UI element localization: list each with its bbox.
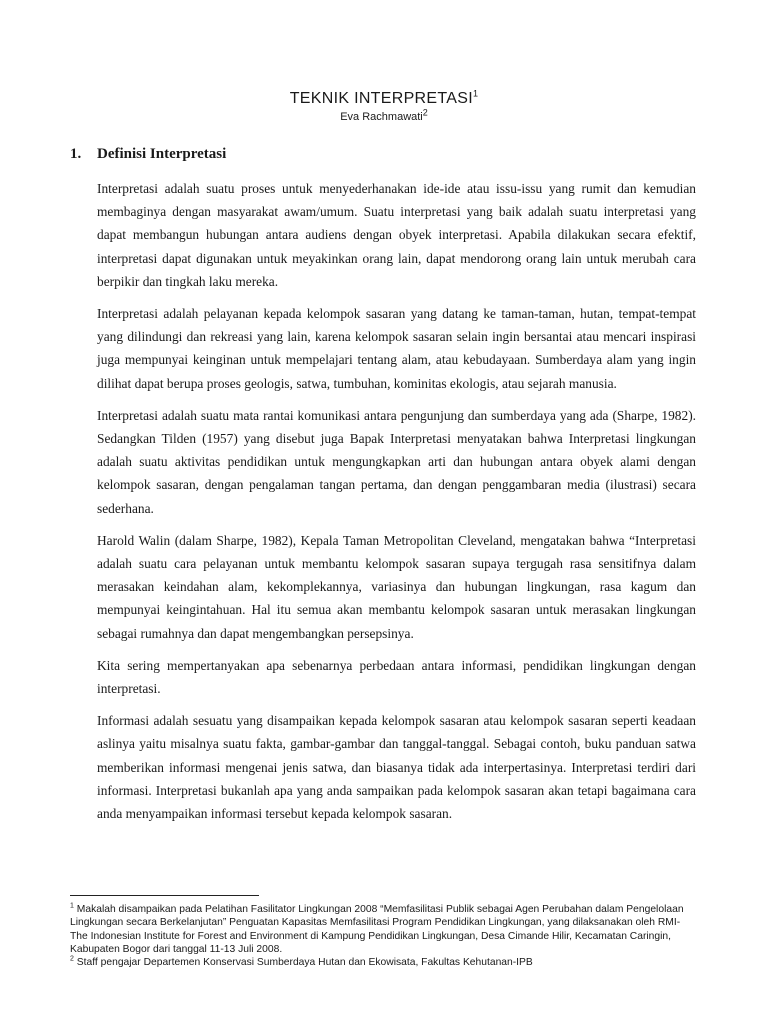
document-title — [0, 90, 768, 108]
paragraph: Harold Walin (dalam Sharpe, 1982), Kepala Taman Metropolitan Cleveland, mengatakan bahwa “Interpretasi adalah suatu cara pelayanan untuk membantu kelompok sasaran supaya tergugah rasa sensitifnya dalam merasakan keindahan alam, kekomplekannya, variasinya dan hubungan lingkungan, rasa kagum dan mempunyai keingintahuan. Hal itu semua akan membantu kelompok sasaran untuk merasakan lingkungan sebagai rumahnya dan dapat mengembangkan persepsinya. — [97, 532, 696, 641]
footnote-mark: 1 — [70, 902, 74, 910]
title-footnote-marker: 1 — [472, 88, 479, 99]
footnote-text: Staff pengajar Departemen Konservasi Sumberdaya Hutan dan Ekowisata, Fakultas Kehutanan-IPB — [76, 957, 533, 969]
section-number: 1. — [70, 146, 82, 162]
footnote — [70, 956, 690, 969]
paragraph: Kita sering mempertanyakan apa sebenarnya perbedaan antara informasi, pendidikan lingkungan dengan interpretasi. — [97, 657, 696, 697]
footnote-text: Makalah disampaikan pada Pelatihan Fasilitator Lingkungan 2008 “Memfasilitasi Publik sebagai Agen Perubahan dalam Pengelolaan Lingkungan secara Berkelanjutan” Penguatan Kapasitas Memfasilitasi Program Pendidikan Lingkungan, yang dilaksanakan oleh RMI-The Indonesian Institute for Forest and Environment di Kampung Pendidikan Lingkungan, Desa Cimande Hilir, Kecamatan Caringin, Kabupaten Bogor dari tanggal 11-13 Juli 2008. — [70, 904, 684, 955]
section-heading — [70, 146, 226, 163]
paragraph: Informasi adalah sesuatu yang disampaikan kepada kelompok sasaran atau kelompok sasaran seperti keadaan aslinya yaitu misalnya suatu fakta, gambar-gambar dan tanggal-tanggal. Sebagai contoh, buku panduan satwa memberikan informasi mengenai jenis satwa, dan biasanya tidak ada interpertasinya. Interpretasi terdiri dari informasi. Interpretasi bukanlah apa yang anda sampaikan pada kelompok sasaran akan tetapi bagaimana cara anda menyampaikan informasi tersebut kepada kelompok sasaran. — [97, 713, 696, 822]
paragraph: Interpretasi adalah suatu proses untuk menyederhanakan ide-ide atau issu-issu yang rumit dan kemudian membaginya dengan masyarakat awam/umum. Suatu interpretasi yang baik adalah suatu interpretasi yang dapat membangun hubungan antara audiens dengan obyek interpretasi. Apabila dilakukan secara efektif, interpretasi dapat digunakan untuk meyakinkan orang lain, dapat mendorong orang lain untuk merubah cara berpikir dan tingkah laku mereka. — [97, 181, 696, 289]
author-name: Eva Rachmawati — [340, 111, 423, 123]
document-title-text: TEKNIK INTERPRETASI — [289, 90, 473, 107]
footnote — [70, 903, 690, 956]
footnote-separator — [70, 895, 259, 896]
paragraph: Interpretasi adalah suatu mata rantai komunikasi antara pengunjung dan sumberdaya yang ada (Sharpe, 1982). Sedangkan Tilden (1957) yang disebut juga Bapak Interpretasi menyatakan bahwa Interpretasi lingkungan adalah suatu aktivitas pendidikan untuk mengungkapkan arti dan hubungan antara obyek alami dengan kelompok sasaran, dengan pengalaman tangan pertama, dan dengan penggambaran media (ilustrasi) secara sederhana. — [97, 407, 696, 516]
author-line — [0, 107, 768, 123]
section-title: Definisi Interpretasi — [97, 146, 227, 162]
footnotes — [70, 903, 690, 969]
footnote-mark: 2 — [70, 955, 74, 963]
body-text — [97, 177, 696, 834]
author-footnote-marker: 2 — [422, 107, 428, 118]
paragraph: Interpretasi adalah pelayanan kepada kelompok sasaran yang datang ke taman-taman, hutan, tempat-tempat yang dilindungi dan rekreasi yang lain, karena kelompok sasaran selain ingin bersantai atau mencari inspirasi juga mempunyai keinginan untuk mempelajari tentang alam, atau kebudayaan. Sumberdaya alam yang ingin dilihat dapat berupa proses geologis, satwa, tumbuhan, kominitas ekologis, atau sejarah manusia. — [97, 306, 696, 391]
